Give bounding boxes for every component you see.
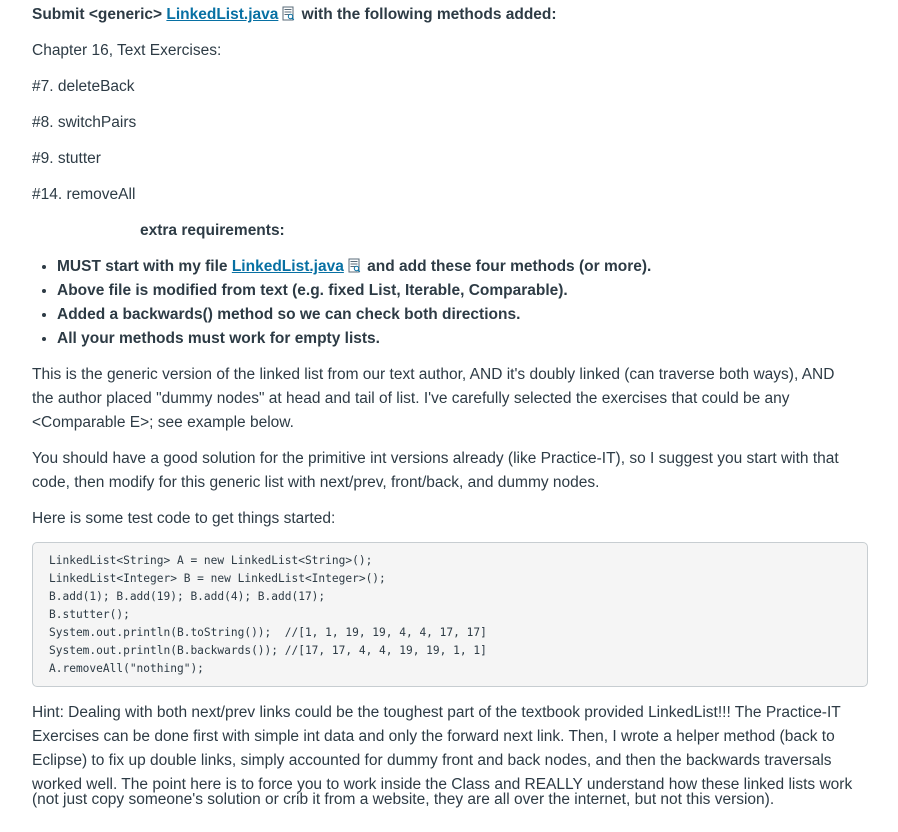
linkedlist-file-link-2[interactable]: LinkedList.java xyxy=(231,258,344,275)
heading-prefix: Submit <generic> xyxy=(32,6,167,23)
requirement-text: and add these four methods (or more). xyxy=(362,258,652,275)
paragraph-line: code, then modify for this generic list with next/prev, front/back, and dummy nodes. xyxy=(32,474,600,491)
requirement-item: • Above file is modified from text (e.g. fixed List, Iterable, Comparable). xyxy=(57,279,651,303)
linkedlist-file-link[interactable]: LinkedList.java xyxy=(166,6,279,23)
heading-suffix: with the following methods added: xyxy=(297,6,557,23)
paragraph-line: <Comparable E>; see example below. xyxy=(32,414,294,431)
requirement-item: • Added a backwards() method so we can check both directions. xyxy=(57,303,651,327)
requirements-list xyxy=(32,255,651,351)
test-code-intro: Here is some test code to get things started: xyxy=(32,510,336,527)
paragraph-line: (not just copy someone's solution or crib it from a website, they are all over the internet, but not this version). xyxy=(32,791,775,808)
paragraph-line: the author placed "dummy nodes" at head and tail of list. I've carefully selected the exercises that could be any xyxy=(32,390,790,407)
code-line: B.add(1); B.add(19); B.add(4); B.add(17); xyxy=(49,590,326,603)
paragraph-line: Hint: Dealing with both next/prev links could be the toughest part of the textbook provided LinkedList!!! The Practice-IT xyxy=(32,704,841,721)
paragraph-line: Eclipse) to fix up double links, simply accounted for dummy front and back nodes, and then the backwards traversals xyxy=(32,752,832,769)
code-line: B.stutter(); xyxy=(49,608,130,621)
assignment-heading xyxy=(32,3,557,27)
requirement-text: MUST start with my file xyxy=(57,258,232,275)
hint-paragraph xyxy=(32,701,866,797)
paragraph-line: This is the generic version of the linked list from our text author, AND it's doubly linked (can traverse both ways), AND xyxy=(32,366,835,383)
exercise-item: #14. removeAll xyxy=(32,186,136,203)
code-block xyxy=(32,542,868,687)
suggestion-paragraph xyxy=(32,447,866,495)
extra-requirements-label: extra requirements: xyxy=(140,222,285,239)
code-line: System.out.println(B.toString()); //[1, 1, 19, 19, 4, 4, 17, 17] xyxy=(49,626,487,639)
paragraph-line: You should have a good solution for the primitive int versions already (like Practice-IT), so I suggest you start with that xyxy=(32,450,839,467)
paragraph-line: Exercises can be done first with simple int data and only the forward next link. Then, I wrote a helper method (back to xyxy=(32,728,835,745)
hint-cutoff-line xyxy=(32,791,866,808)
paragraph-line: worked well. The point here is to force you to work inside the Class and REALLY understand how these linked lists work xyxy=(32,776,853,793)
file-preview-icon[interactable] xyxy=(282,6,295,21)
code-line: A.removeAll("nothing"); xyxy=(49,662,204,675)
code-line: LinkedList<Integer> B = new LinkedList<Integer>(); xyxy=(49,572,386,585)
code-line: System.out.println(B.backwards()); //[17, 17, 4, 4, 19, 19, 1, 1] xyxy=(49,644,487,657)
code-line: LinkedList<String> A = new LinkedList<String>(); xyxy=(49,554,373,567)
description-paragraph xyxy=(32,363,866,435)
chapter-label: Chapter 16, Text Exercises: xyxy=(32,42,222,59)
exercise-item: #9. stutter xyxy=(32,150,101,167)
requirement-item: • All your methods must work for empty lists. xyxy=(57,327,651,351)
exercise-item: #8. switchPairs xyxy=(32,114,137,131)
requirement-item xyxy=(57,255,651,279)
file-preview-icon[interactable] xyxy=(348,258,361,273)
exercise-item: #7. deleteBack xyxy=(32,78,135,95)
